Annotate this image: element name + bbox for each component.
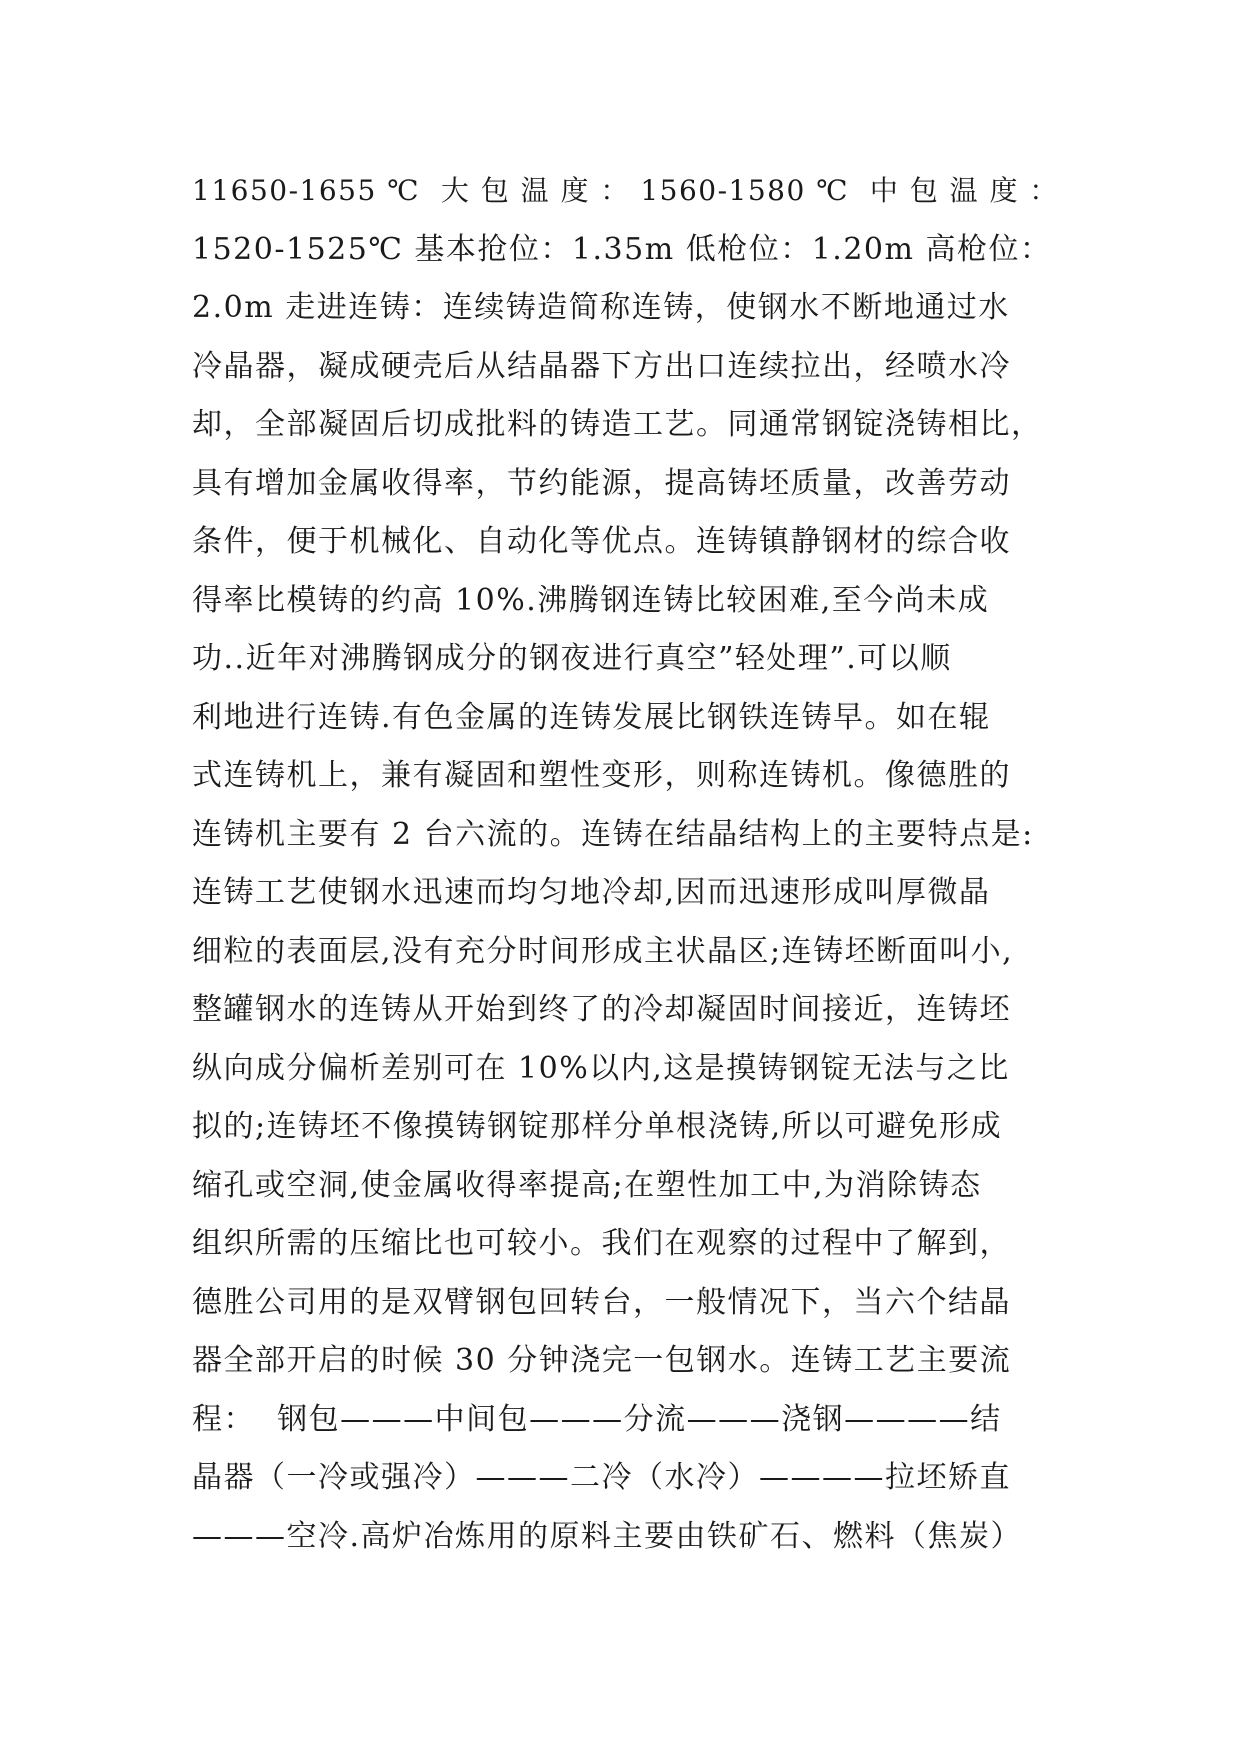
text-line: 纵向成分偏析差别可在 10%以内,这是摸铸钢锭无法与之比 — [192, 1050, 1010, 1086]
text-line: 晶器（一冷或强冷）———二冷（水冷）————拉坯矫直 — [192, 1460, 1011, 1495]
text-line: 连铸机主要有 2 台六流的。连铸在结晶结构上的主要特点是: — [192, 816, 1034, 852]
text-line: 具有增加金属收得率，节约能源，提高铸坯质量，改善劳动 — [192, 465, 1011, 501]
text-line: 缩孔或空洞,使金属收得率提高;在塑性加工中,为消除铸态 — [192, 1167, 982, 1203]
text-line: 器全部开启的时候 30 分钟浇完一包钢水。连铸工艺主要流 — [192, 1343, 1012, 1378]
text-line: ———空冷.高炉冶炼用的原料主要由铁矿石、燃料（焦炭） — [192, 1518, 1023, 1554]
text-line: 德胜公司用的是双臂钢包回转台，一般情况下，当六个结晶 — [192, 1284, 1011, 1320]
text-line: 拟的;连铸坯不像摸铸钢锭那样分单根浇铸,所以可避免形成 — [192, 1109, 1003, 1144]
text-line: 11650-1655 ℃ 大 包 温 度 ： 1560-1580 ℃ 中 包 温 度 ： — [192, 174, 1059, 207]
text-line: 连铸工艺使钢水迅速而均匀地冷却,因而迅速形成叫厚微晶 — [192, 875, 991, 910]
text-line: 1520-1525℃ 基本抢位：1.35m 低枪位：1.20m 高枪位： — [192, 231, 1052, 267]
text-line: 却，全部凝固后切成批料的铸造工艺。同通常钢锭浇铸相比， — [192, 407, 1043, 442]
text-line: 冷晶器，凝成硬壳后从结晶器下方出口连续拉出，经喷水冷 — [192, 348, 1011, 384]
text-line: 式连铸机上，兼有凝固和塑性变形，则称连铸机。像德胜的 — [192, 758, 1011, 793]
text-line: 2.0m 走进连铸：连续铸造简称连铸，使钢水不断地通过水 — [192, 290, 1010, 325]
text-line: 整罐钢水的连铸从开始到终了的冷却凝固时间接近，连铸坯 — [192, 992, 1011, 1027]
text-line: 条件，便于机械化、自动化等优点。连铸镇静钢材的综合收 — [192, 524, 1011, 559]
text-line: 组织所需的压缩比也可较小。我们在观察的过程中了解到， — [192, 1226, 1011, 1261]
body-text — [192, 162, 1072, 1566]
text-line: 细粒的表面层,没有充分时间形成主状晶区;连铸坯断面叫小, — [192, 933, 1014, 969]
text-line: 功..近年对沸腾钢成分的钢夜进行真空”轻处理”.可以顺 — [192, 641, 952, 676]
text-line: 得率比模铸的约高 10%.沸腾钢连铸比较困难,至今尚未成 — [192, 582, 990, 618]
text-line: 程： 钢包———中间包———分流———浇钢————结 — [192, 1401, 1002, 1437]
text-line: 利地进行连铸.有色金属的连铸发展比钢铁连铸早。如在辊 — [192, 699, 991, 735]
